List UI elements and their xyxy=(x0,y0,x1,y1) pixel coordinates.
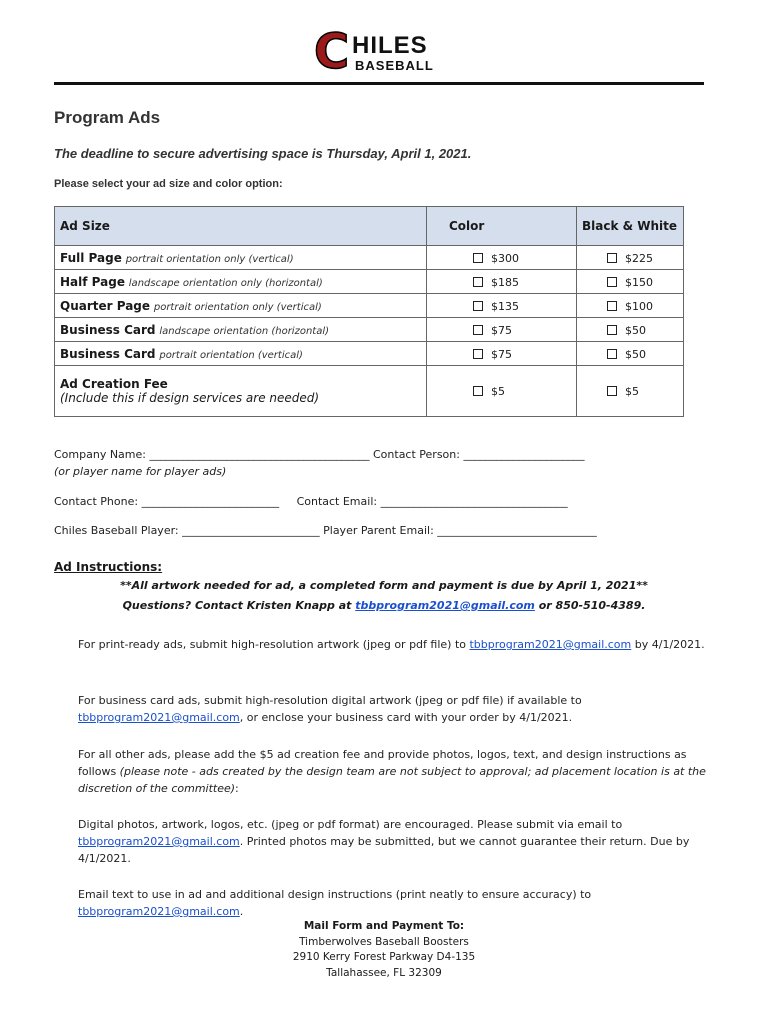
bw-checkbox[interactable] xyxy=(607,301,617,311)
contact-phone-label: Contact Phone: xyxy=(54,495,139,508)
instruction-print-ready xyxy=(78,636,712,653)
mail-city: Tallahassee, FL 32309 xyxy=(326,966,442,979)
table-header-row xyxy=(55,207,684,246)
logo-word-hiles: HILES xyxy=(352,32,428,59)
header-color: Color xyxy=(427,207,577,246)
p3-note: (please note - ads created by the design team are not subject to approval; ad placement location is at the discretion of the committee) xyxy=(78,765,706,795)
instruction-business-card xyxy=(78,692,712,726)
ad-size-desc: landscape orientation (horizontal) xyxy=(159,325,330,337)
table-row xyxy=(55,318,684,342)
logo-word-baseball: BASEBALL xyxy=(355,58,434,73)
contact-person-field[interactable]: ______________________ xyxy=(463,448,585,461)
deadline-notice: The deadline to secure advertising space is Thursday, April 1, 2021. xyxy=(54,146,472,161)
header-divider xyxy=(54,82,704,85)
fee-bw-checkbox[interactable] xyxy=(607,386,617,396)
fee-color-price: $5 xyxy=(491,385,505,398)
instruction-email-text xyxy=(78,886,712,920)
header-ad-size: Ad Size xyxy=(55,207,427,246)
ad-size-desc: portrait orientation (vertical) xyxy=(159,349,303,361)
mail-street: 2910 Kerry Forest Parkway D4-135 xyxy=(292,951,476,963)
player-label: Chiles Baseball Player: xyxy=(54,524,179,537)
p3-text: For all other ads, please add the $5 ad creation fee and provide photos, logos, text, and design instructions as follows xyxy=(78,748,687,778)
p2-email-link[interactable]: tbbprogram2021@gmail.com xyxy=(78,711,240,724)
contact-phone-field[interactable]: _________________________ xyxy=(141,495,280,508)
logo-letter: C xyxy=(314,24,350,80)
p2-tail: , or enclose your business card with your order by 4/1/2021. xyxy=(239,711,573,724)
player-parent-line xyxy=(54,524,597,537)
color-checkbox[interactable] xyxy=(473,349,483,359)
questions-email-link[interactable]: tbbprogram2021@gmail.com xyxy=(355,599,535,612)
phone-email-line xyxy=(54,495,568,508)
color-price: $75 xyxy=(491,323,512,337)
parent-email-label: Player Parent Email: xyxy=(323,524,434,537)
page-title: Program Ads xyxy=(54,108,161,127)
contact-person-label: Contact Person: xyxy=(373,448,460,461)
ad-size-desc: portrait orientation only (vertical) xyxy=(153,301,322,313)
bw-price: $225 xyxy=(625,251,653,265)
ad-size-name: Business Card xyxy=(60,346,156,361)
ad-size-table xyxy=(54,206,684,417)
select-prompt: Please select your ad size and color option: xyxy=(54,178,283,190)
instruction-other-ads xyxy=(78,746,712,797)
p3-tail: : xyxy=(235,782,239,795)
p1-text: For print-ready ads, submit high-resolution artwork (jpeg or pdf file) to xyxy=(78,638,470,651)
color-checkbox[interactable] xyxy=(473,253,483,263)
bw-checkbox[interactable] xyxy=(607,325,617,335)
color-price: $135 xyxy=(491,299,519,313)
header-black-white: Black & White xyxy=(577,207,684,246)
mail-address-block xyxy=(54,919,714,981)
table-row xyxy=(55,342,684,366)
color-price: $300 xyxy=(491,251,519,265)
company-contact-line xyxy=(54,448,584,461)
p4-text: Digital photos, artwork, logos, etc. (jpeg or pdf format) are encouraged. Please submit via email to xyxy=(78,818,623,831)
fee-name: Ad Creation Fee xyxy=(60,377,168,391)
instruction-digital-photos xyxy=(78,816,712,867)
questions-phone: or 850-510-4389. xyxy=(534,599,646,612)
contact-email-field[interactable]: __________________________________ xyxy=(380,495,568,508)
bw-checkbox[interactable] xyxy=(607,277,617,287)
color-checkbox[interactable] xyxy=(473,277,483,287)
p5-email-link[interactable]: tbbprogram2021@gmail.com xyxy=(78,905,240,918)
company-name-field[interactable]: ________________________________________ xyxy=(149,448,370,461)
ad-size-name: Full Page xyxy=(60,250,122,265)
p5-tail: . xyxy=(239,905,244,918)
fee-note: (Include this if design services are needed) xyxy=(60,391,320,405)
ad-size-name: Quarter Page xyxy=(60,298,151,313)
questions-line xyxy=(54,599,714,612)
bw-price: $150 xyxy=(625,275,653,289)
company-name-label: Company Name: xyxy=(54,448,146,461)
player-field[interactable]: _________________________ xyxy=(182,524,320,537)
color-checkbox[interactable] xyxy=(473,325,483,335)
fee-color-checkbox[interactable] xyxy=(473,386,483,396)
ad-creation-fee-row xyxy=(55,366,684,417)
instructions-heading: Ad Instructions: xyxy=(54,560,163,574)
table-row xyxy=(55,246,684,270)
p2-text: For business card ads, submit high-resolution digital artwork (jpeg or pdf file) if available to xyxy=(78,694,582,707)
color-checkbox[interactable] xyxy=(473,301,483,311)
p1-tail: by 4/1/2021. xyxy=(631,638,705,651)
p1-email-link[interactable]: tbbprogram2021@gmail.com xyxy=(469,638,632,651)
bw-price: $50 xyxy=(625,347,646,361)
bw-checkbox[interactable] xyxy=(607,253,617,263)
parent-email-field[interactable]: _____________________________ xyxy=(437,524,597,537)
p4-tail: . Printed photos may be submitted, but we cannot guarantee their return. Due by 4/1/2021. xyxy=(78,835,690,865)
due-notice: **All artwork needed for ad, a completed form and payment is due by April 1, 2021** xyxy=(120,579,648,592)
p4-email-link[interactable]: tbbprogram2021@gmail.com xyxy=(78,835,240,848)
color-price: $75 xyxy=(491,347,512,361)
ad-size-name: Half Page xyxy=(60,274,125,289)
bw-price: $50 xyxy=(625,323,646,337)
player-name-note: (or player name for player ads) xyxy=(54,465,227,478)
ad-size-name: Business Card xyxy=(60,322,156,337)
bw-price: $100 xyxy=(625,299,653,313)
bw-checkbox[interactable] xyxy=(607,349,617,359)
ad-size-desc: portrait orientation only (vertical) xyxy=(125,253,294,265)
mail-heading: Mail Form and Payment To: xyxy=(303,920,465,932)
contact-email-label: Contact Email: xyxy=(296,495,378,508)
fee-bw-price: $5 xyxy=(625,385,639,398)
table-row xyxy=(55,294,684,318)
questions-text: Questions? Contact Kristen Knapp at xyxy=(122,599,356,612)
table-row xyxy=(55,270,684,294)
color-price: $185 xyxy=(491,275,519,289)
p5-text: Email text to use in ad and additional design instructions (print neatly to ensure accuracy) to xyxy=(78,888,592,901)
mail-org: Timberwolves Baseball Boosters xyxy=(299,935,469,948)
ad-size-desc: landscape orientation only (horizontal) xyxy=(128,277,323,289)
chiles-baseball-logo xyxy=(314,24,454,80)
